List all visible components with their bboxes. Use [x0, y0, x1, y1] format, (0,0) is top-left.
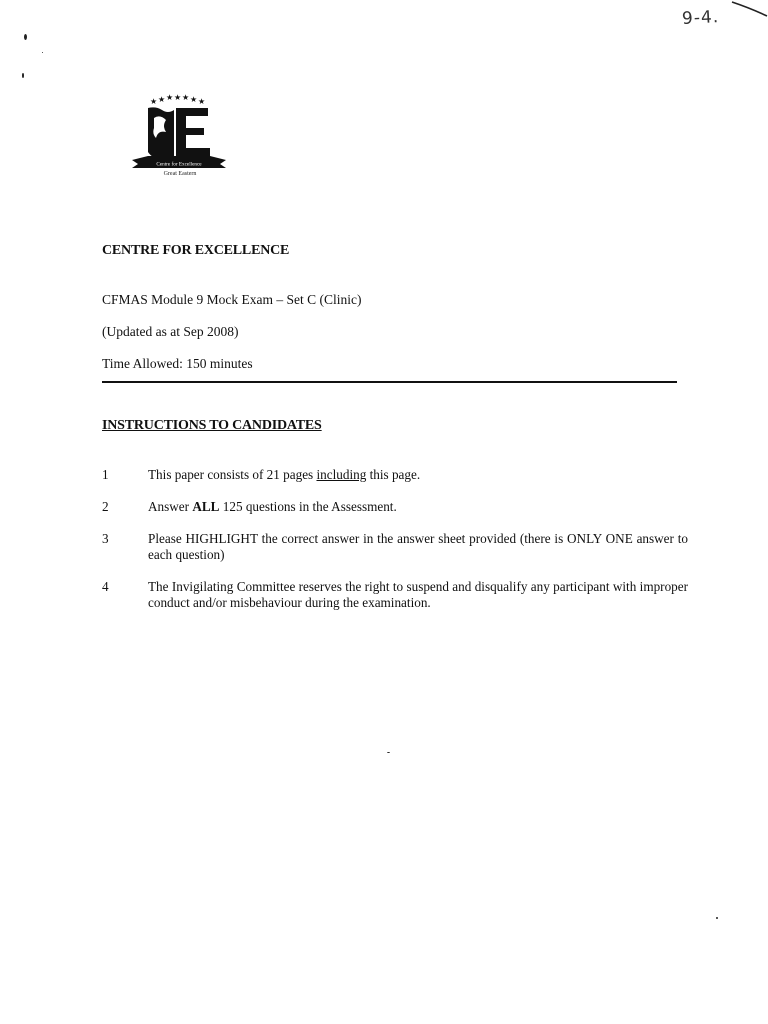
- instruction-text-part: 125 questions in the Assessment.: [219, 499, 397, 514]
- svg-text:★: ★: [198, 97, 206, 106]
- svg-text:★: ★: [150, 97, 158, 106]
- instruction-number: 2: [102, 499, 109, 514]
- time-allowed: Time Allowed: 150 minutes: [102, 356, 253, 371]
- instruction-text-part: this page.: [366, 467, 421, 482]
- instruction-number: 3: [102, 531, 109, 546]
- logo-banner-text: Centre for Excellence: [156, 161, 202, 168]
- instruction-text: Please HIGHLIGHT the correct answer in the answer sheet provided (there is ONLY ONE answer to each question): [148, 531, 688, 562]
- centre-for-excellence-logo: [128, 94, 228, 182]
- organisation-title: CENTRE FOR EXCELLENCE: [102, 243, 290, 258]
- instruction-emphasis: including: [316, 467, 367, 482]
- svg-text:★: ★: [182, 94, 190, 102]
- header-divider: [102, 381, 677, 383]
- exam-title: CFMAS Module 9 Mock Exam – Set C (Clinic): [102, 292, 362, 307]
- scan-speck: [22, 73, 24, 78]
- instruction-text: [148, 467, 688, 483]
- instruction-text-part: This paper consists of 21 pages: [148, 467, 317, 482]
- handwritten-page-mark: 9-4.: [681, 7, 720, 29]
- instruction-text-part: Answer: [148, 499, 193, 514]
- instruction-number: 4: [102, 579, 109, 594]
- scan-speck: [24, 34, 27, 40]
- svg-text:★: ★: [158, 95, 166, 104]
- instruction-text: [148, 499, 688, 515]
- instruction-number: 1: [102, 467, 109, 482]
- svg-text:★: ★: [174, 94, 182, 102]
- svg-text:★: ★: [166, 94, 174, 102]
- instruction-emphasis: ALL: [192, 499, 220, 514]
- updated-date: (Updated as at Sep 2008): [102, 324, 239, 339]
- scan-speck: [42, 52, 43, 53]
- scan-speck: [716, 917, 718, 919]
- instructions-heading: INSTRUCTIONS TO CANDIDATES: [102, 418, 322, 433]
- svg-text:★: ★: [190, 95, 198, 104]
- instruction-text: The Invigilating Committee reserves the right to suspend and disqualify any participant with improper conduct and/or misbehaviour during the examination.: [148, 579, 688, 610]
- pen-stroke-mark: [730, 0, 768, 20]
- scan-speck: [387, 752, 390, 753]
- logo-caption: Great Eastern: [163, 171, 197, 177]
